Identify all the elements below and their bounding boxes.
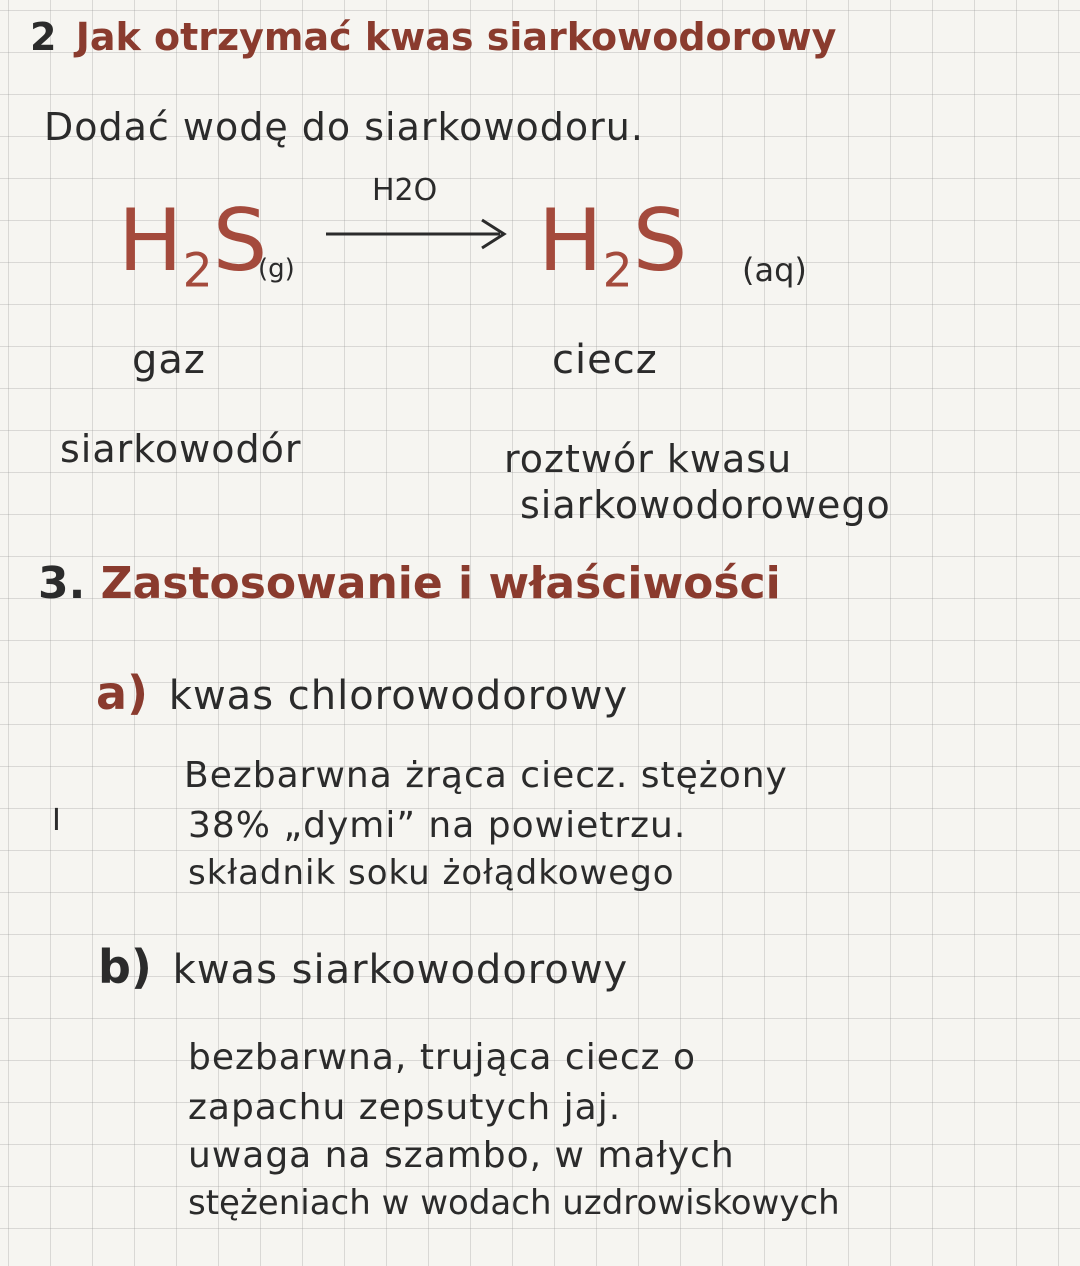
product-s: S	[632, 191, 688, 291]
item-b-letter: b)	[98, 940, 152, 994]
item-a-letter: a)	[96, 666, 149, 720]
margin-mark: I	[52, 803, 61, 838]
reactant-phase: gaz	[132, 337, 206, 383]
section-3-title: Zastosowanie i właściwości	[100, 558, 781, 609]
item-a-heading	[96, 666, 629, 720]
item-b-line-4: stężeniach w wodach uzdrowiskowych	[188, 1183, 840, 1223]
reactant-s: S	[212, 191, 268, 291]
item-a-line-3: składnik soku żołądkowego	[188, 853, 675, 893]
section-2-instruction: Dodać wodę do siarkowodoru.	[44, 105, 644, 149]
section-3-number: 3.	[38, 558, 86, 609]
reactant-name: siarkowodór	[60, 427, 302, 471]
product-name-line2: siarkowodorowego	[520, 483, 891, 527]
item-b-heading	[98, 940, 629, 994]
section-2-title: Jak otrzymać kwas siarkowodorowy	[75, 15, 837, 59]
item-b-name: kwas siarkowodorowy	[172, 947, 629, 993]
arrow-label: H2O	[372, 173, 438, 208]
item-a-line-1: Bezbarwna żrąca ciecz. stężony	[184, 755, 788, 796]
section-2-heading	[30, 15, 837, 59]
reactant-subscript: 2	[182, 243, 213, 299]
item-a-line-2: 38% „dymi” na powietrzu.	[188, 805, 687, 846]
section-2-number: 2	[30, 15, 57, 59]
item-b-line-1: bezbarwna, trująca ciecz o	[188, 1037, 697, 1078]
product-subscript: 2	[602, 243, 633, 299]
reaction-arrow-icon	[324, 212, 514, 252]
product-phase: ciecz	[552, 337, 658, 383]
section-3-heading	[38, 558, 781, 609]
product-state: (aq)	[742, 251, 807, 289]
item-b-line-2: zapachu zepsutych jaj.	[188, 1087, 622, 1128]
reactant-h: H	[118, 191, 183, 291]
product-name-line1: roztwór kwasu	[504, 437, 793, 481]
product-h: H	[538, 191, 603, 291]
item-a-name: kwas chlorowodorowy	[168, 673, 629, 719]
reactant-formula	[118, 191, 268, 299]
reactant-state: (g)	[258, 254, 295, 284]
item-b-line-3: uwaga na szambo, w małych	[188, 1135, 735, 1176]
product-formula	[538, 191, 688, 299]
